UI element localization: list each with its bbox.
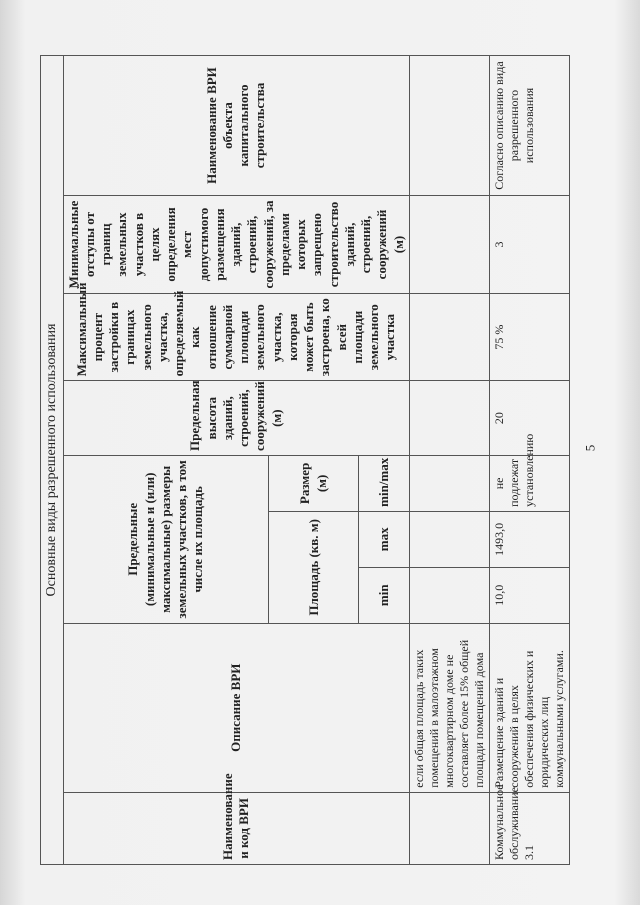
table-row [409,56,489,865]
cell-min: 10,0 [489,567,569,623]
header-setback: Минимальные отступы от границ земельных участков в целях определения мест допустимого размещения зданий, строений, сооружений, за пределами которых запрещено строительство зданий, строений, сооружений (м) [63,196,409,294]
cell-percent: 75 % [489,293,569,380]
cell-setback [409,196,489,294]
cell-capital [409,56,489,196]
cell-setback: 3 [489,196,569,294]
cell-description: Размещение зданий и сооружений в целях обеспечения физических и юридических лиц коммунальными услугами. [489,623,569,792]
vri-table [40,55,570,865]
cell-description: если общая площадь таких помещений в малоэтажном многоквартирном доме не составляет более 15% общей площади помещений дома [409,623,489,792]
cell-max [409,511,489,567]
header-height: Предельная высота зданий, строений, сооружений (м) [63,381,409,456]
cell-min [409,567,489,623]
header-min: min [359,567,410,623]
cell-height: 20 [489,381,569,456]
cell-capital: Согласно описанию вида разрешенного использования [489,56,569,196]
rotated-table-container [40,55,580,865]
cell-height [409,381,489,456]
cell-max: 1493,0 [489,511,569,567]
table-row [489,56,569,865]
header-size: Размер (м) [269,455,359,511]
header-max: max [359,511,410,567]
cell-name [409,792,489,864]
cell-minmax: не подлежат установлению [489,455,569,511]
cell-percent [409,293,489,380]
header-limits: Предельные (минимальные и (или) максимальные) размеры земельных участков, в том числе их площадь [63,455,269,623]
header-minmax: min/max [359,455,410,511]
header-area: Площадь (кв. м) [269,511,359,623]
header-percent: Максимальный процент застройки в границах земельного участка, определяемый как отношение суммарной площади земельного участка, которая может быть застроена, ко всей площади земельного участка [63,293,409,380]
header-name-code: Наименование и код ВРИ [63,792,409,864]
cell-name: Коммунальное обслуживание 3.1 [489,792,569,864]
header-description: Описание ВРИ [63,623,409,792]
header-capital-name: Наименование ВРИ объекта капитального строительства [63,56,409,196]
table-title: Основные виды разрешенного использования [41,56,64,865]
cell-minmax [409,455,489,511]
page-number: 5 [582,444,598,452]
